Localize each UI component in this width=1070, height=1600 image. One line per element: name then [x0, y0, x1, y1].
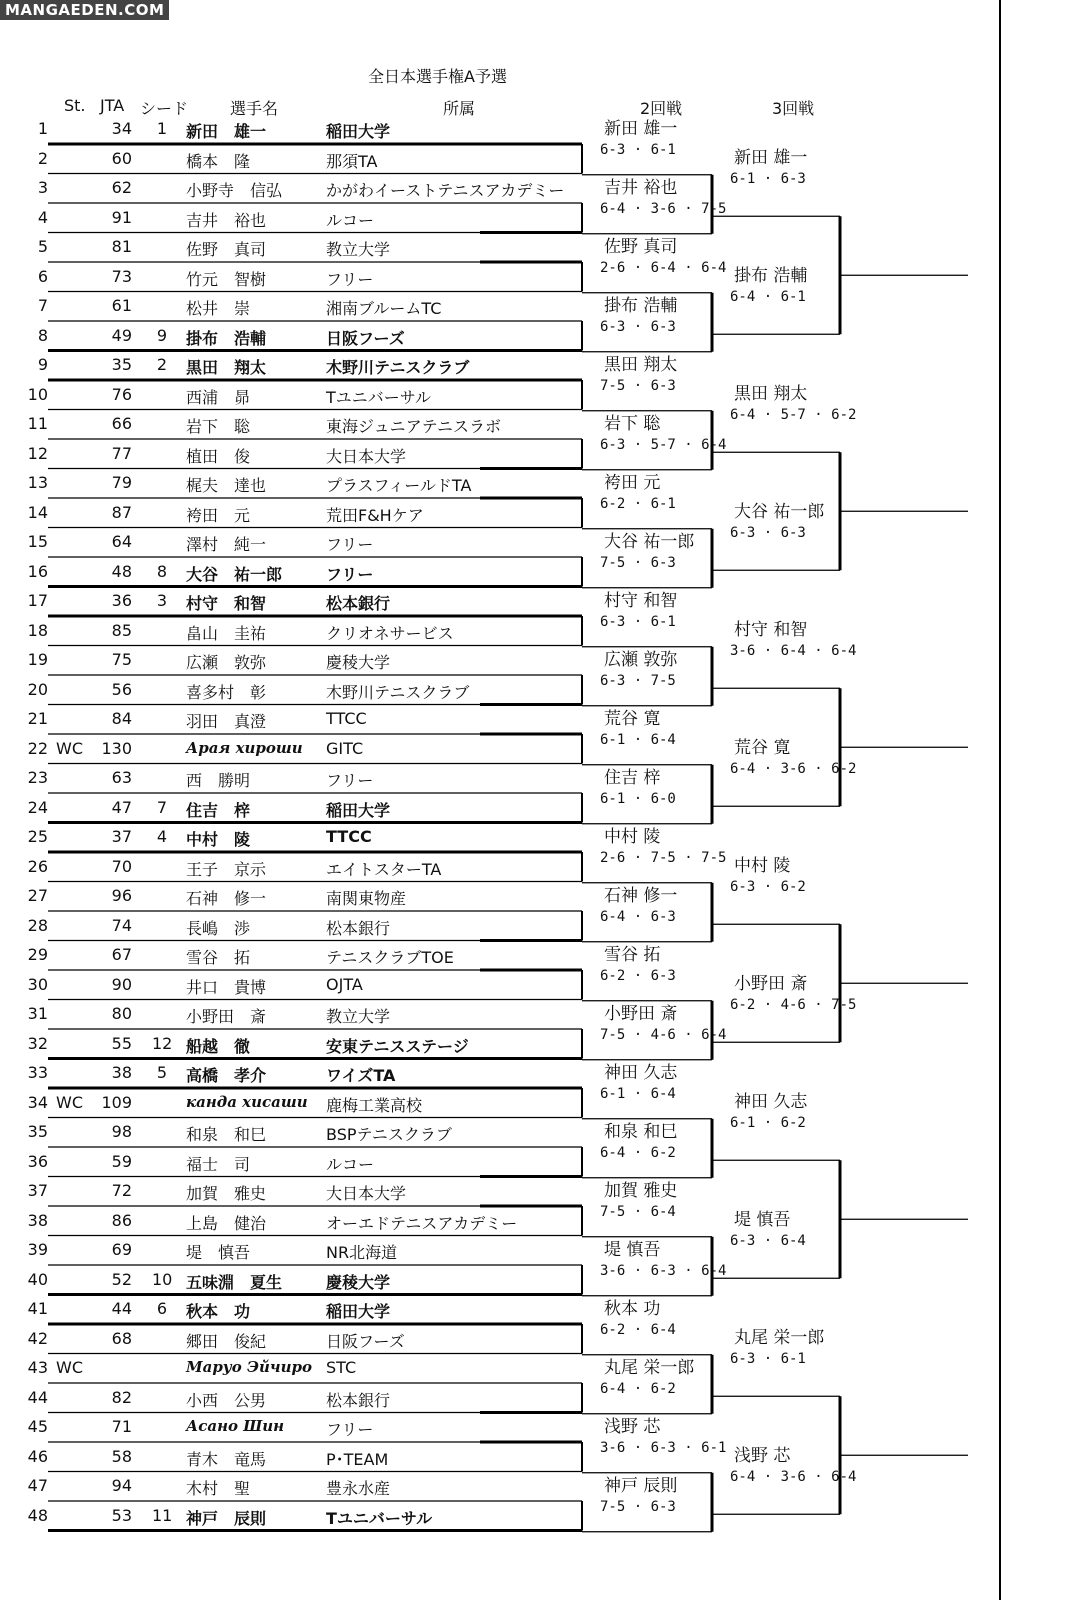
player-number: 24	[27, 797, 48, 817]
round2-winner: 丸尾 栄一郎	[604, 1357, 695, 1378]
jta-ranking: 71	[111, 1417, 132, 1436]
player-name: 王子 京示	[186, 859, 267, 879]
player-name: 五味淵 夏生	[186, 1272, 283, 1292]
jta-ranking: 81	[111, 237, 132, 256]
jta-ranking: 60	[111, 148, 132, 168]
player-name: 羽田 真澄	[186, 712, 267, 731]
player-affiliation: ルコー	[326, 1154, 375, 1174]
jta-ranking: 64	[111, 532, 132, 551]
round2-winner: 神戸 辰則	[604, 1475, 678, 1496]
jta-ranking: 34	[111, 119, 132, 138]
player-affiliation: プラスフィールドTA	[326, 476, 472, 495]
player-name: 木村 聖	[186, 1479, 251, 1498]
jta-ranking: 70	[111, 856, 132, 876]
round2-score: 6-2 · 6-3	[600, 967, 676, 984]
player-name: 小野田 斎	[186, 1007, 267, 1026]
player-name: 青木 竜馬	[186, 1449, 267, 1469]
jta-ranking: 53	[111, 1505, 132, 1525]
player-number: 36	[27, 1151, 48, 1171]
player-number: 25	[27, 827, 48, 846]
player-number: 28	[27, 915, 48, 935]
player-affiliation: ルコー	[326, 210, 375, 230]
player-name: 竹元 智樹	[186, 269, 267, 289]
round2-score: 2-6 · 6-4 · 6-4	[600, 259, 727, 276]
round2-score: 6-3 · 7-5	[600, 672, 676, 689]
round3-score: 6-3 · 6-3	[730, 525, 806, 542]
round3-winner: 掛布 浩輔	[734, 266, 808, 287]
player-name: 堤 慎吾	[186, 1243, 251, 1262]
watermark: MANGAEDEN.COM	[0, 0, 169, 20]
round2-winner: 和泉 和巳	[604, 1121, 678, 1142]
seed-number: 4	[156, 827, 168, 846]
jta-ranking: 87	[111, 502, 132, 522]
player-number: 33	[27, 1063, 48, 1082]
round2-score: 6-3 · 6-1	[600, 613, 676, 630]
player-affiliation: テニスクラブTOE	[326, 948, 454, 967]
player-affiliation: 安東テニスステージ	[326, 1036, 469, 1056]
player-affiliation: かがわイーストテニスアカデミー	[326, 181, 565, 200]
jta-ranking: 62	[111, 178, 132, 197]
round3-winner: 中村 陵	[734, 856, 791, 877]
player-affiliation: 大日本大学	[326, 446, 407, 466]
player-number: 39	[27, 1240, 48, 1259]
round3-score: 6-4 · 5-7 · 6-2	[730, 407, 857, 424]
round2-winner: 秋本 功	[604, 1298, 661, 1319]
player-affiliation: 大日本大学	[326, 1184, 407, 1203]
player-affiliation: NR北海道	[326, 1243, 398, 1262]
round2-winner: 住吉 梓	[604, 767, 661, 788]
player-name: 橋本 隆	[186, 151, 251, 171]
player-affiliation: フリー	[326, 535, 374, 554]
jta-ranking: 59	[111, 1151, 132, 1171]
round3-score: 6-2 · 4-6 · 7-5	[730, 997, 857, 1014]
player-number: 3	[37, 178, 48, 197]
round2-winner: 浅野 芯	[604, 1416, 661, 1437]
round3-winner: 小野田 斎	[734, 974, 808, 995]
player-name: 大谷 祐一郎	[186, 564, 283, 584]
player-affiliation: 慶稜大学	[326, 1272, 391, 1292]
player-name: 袴田 元	[186, 505, 251, 525]
round3-winner: 浅野 芯	[734, 1446, 791, 1467]
header-st: St.	[64, 96, 86, 115]
player-affiliation: 東海ジュニアテニスラボ	[326, 417, 502, 436]
jta-ranking: 55	[111, 1033, 132, 1053]
player-affiliation: OJTA	[326, 974, 363, 994]
player-affiliation: クリオネサービス	[326, 623, 454, 643]
player-number: 35	[27, 1122, 48, 1141]
round2-winner: 広瀬 敦弥	[604, 649, 678, 670]
jta-ranking: 79	[111, 473, 132, 492]
player-affiliation: ワイズTA	[326, 1066, 396, 1085]
round3-score: 6-4 · 6-1	[730, 289, 806, 306]
round2-score: 6-4 · 6-2	[600, 1144, 676, 1161]
round2-score: 6-1 · 6-0	[600, 790, 676, 807]
player-affiliation: エイトスターTA	[326, 859, 442, 879]
round2-score: 6-3 · 5-7 · 6-4	[600, 436, 727, 453]
player-affiliation: フリー	[326, 771, 374, 790]
round3-score: 6-1 · 6-3	[730, 171, 806, 188]
player-affiliation: 南関東物産	[326, 889, 407, 908]
player-number: 48	[27, 1505, 48, 1525]
player-affiliation: 稲田大学	[326, 1302, 391, 1321]
round3-score: 6-3 · 6-2	[730, 879, 806, 896]
round3-winner: 大谷 祐一郎	[734, 502, 825, 523]
player-name: 石神 修一	[186, 889, 267, 908]
jta-ranking: 73	[111, 266, 132, 286]
player-number: 7	[37, 296, 48, 315]
player-affiliation: 荒田F&Hケア	[326, 505, 424, 525]
player-affiliation: 豊永水産	[326, 1479, 391, 1498]
player-affiliation: Tユニバーサル	[326, 1508, 433, 1528]
player-number: 22	[27, 738, 48, 758]
player-name: Маруо Эйчиро	[186, 1358, 312, 1376]
seed-number: 6	[156, 1299, 168, 1318]
jta-ranking: 68	[111, 1328, 132, 1348]
jta-ranking: 130	[101, 738, 132, 758]
round2-score: 3-6 · 6-3 · 6-1	[600, 1439, 727, 1456]
player-affiliation: フリー	[326, 564, 374, 584]
round3-winner: 丸尾 栄一郎	[734, 1328, 825, 1349]
seed-number: 3	[156, 591, 168, 610]
round2-winner: 雪谷 拓	[604, 944, 661, 965]
player-name: 村守 和智	[186, 594, 267, 613]
header-name: 選手名	[230, 99, 279, 118]
player-name: 掛布 浩輔	[186, 328, 267, 348]
player-number: 13	[27, 473, 48, 492]
player-number: 42	[27, 1328, 48, 1348]
player-affiliation: 稲田大学	[326, 800, 391, 820]
jta-ranking: 63	[111, 768, 132, 787]
player-affiliation: 日阪フーズ	[326, 1331, 405, 1351]
round2-score: 6-3 · 6-3	[600, 318, 676, 335]
player-number: 19	[27, 650, 48, 669]
player-name: 広瀬 敦弥	[186, 653, 267, 672]
player-name: Асано Шин	[186, 1417, 285, 1435]
player-number: 38	[27, 1210, 48, 1230]
player-name: 住吉 梓	[186, 800, 251, 820]
round3-winner: 神田 久志	[734, 1092, 808, 1113]
player-name: 梶夫 達也	[186, 476, 267, 495]
player-number: 4	[37, 207, 48, 227]
jta-ranking: 67	[111, 945, 132, 964]
round2-winner: 黒田 翔太	[604, 354, 678, 375]
player-name: 加賀 雅史	[186, 1184, 267, 1203]
jta-ranking: 56	[111, 679, 132, 699]
player-number: 16	[27, 561, 48, 581]
round2-winner: 堤 慎吾	[604, 1239, 661, 1260]
player-number: 44	[27, 1387, 48, 1407]
player-affiliation: 木野川テニスクラブ	[326, 682, 470, 702]
player-number: 1	[37, 119, 48, 138]
player-number: 23	[27, 768, 48, 787]
player-number: 6	[37, 266, 48, 286]
jta-ranking: 98	[111, 1122, 132, 1141]
player-number: 34	[27, 1092, 48, 1112]
player-affiliation: 松本銀行	[326, 594, 391, 613]
player-name: 澤村 純一	[186, 535, 267, 554]
player-name: 岩下 聡	[186, 417, 251, 436]
player-number: 40	[27, 1269, 48, 1289]
header-round2: 2回戦	[640, 99, 683, 118]
player-affiliation: STC	[326, 1358, 357, 1377]
jta-ranking: 94	[111, 1476, 132, 1495]
player-number: 27	[27, 886, 48, 905]
round2-winner: 岩下 聡	[604, 413, 661, 434]
player-number: 31	[27, 1004, 48, 1023]
round2-score: 2-6 · 7-5 · 7-5	[600, 849, 727, 866]
header-jta: JTA	[100, 96, 125, 115]
round3-score: 6-3 · 6-1	[730, 1351, 806, 1368]
round3-score: 6-1 · 6-2	[730, 1115, 806, 1132]
jta-ranking: 91	[111, 207, 132, 227]
player-name: 黒田 翔太	[186, 358, 267, 377]
round3-score: 6-3 · 6-4	[730, 1233, 806, 1250]
player-affiliation: オーエドテニスアカデミー	[326, 1213, 518, 1233]
player-number: 12	[27, 443, 48, 463]
jta-ranking: 82	[111, 1387, 132, 1407]
player-affiliation: TTCC	[326, 827, 372, 846]
player-name: 小西 公男	[186, 1390, 267, 1410]
player-affiliation: 松本銀行	[326, 1390, 391, 1410]
player-number: 21	[27, 709, 48, 728]
round2-score: 7-5 · 6-4	[600, 1203, 676, 1220]
jta-ranking: 49	[111, 325, 132, 345]
player-name: 高橋 孝介	[186, 1066, 267, 1085]
jta-ranking: 61	[111, 296, 132, 315]
round3-score: 6-4 · 3-6 · 6-2	[730, 761, 857, 778]
player-name: 福士 司	[186, 1154, 251, 1174]
player-name: 佐野 真司	[186, 240, 267, 259]
player-number: 45	[27, 1417, 48, 1436]
player-affiliation: 教立大学	[326, 1007, 391, 1026]
jta-ranking: 37	[111, 827, 132, 846]
page-title: 全日本選手権A予選	[368, 67, 507, 86]
jta-ranking: 86	[111, 1210, 132, 1230]
seed-number: 9	[156, 325, 168, 345]
player-number: 5	[37, 237, 48, 256]
seed-number: 11	[152, 1505, 173, 1525]
player-name: 喜多村 彰	[186, 682, 267, 702]
player-affiliation: P･TEAM	[326, 1449, 389, 1469]
round2-winner: 石神 修一	[604, 885, 678, 906]
seed-number: 1	[156, 119, 168, 138]
player-name: 神戸 辰則	[186, 1508, 267, 1528]
seed-number: 10	[152, 1269, 173, 1289]
player-number: 15	[27, 532, 48, 551]
jta-ranking: 77	[111, 443, 132, 463]
jta-ranking: 38	[111, 1063, 132, 1082]
jta-ranking: 80	[111, 1004, 132, 1023]
round2-score: 7-5 · 6-3	[600, 554, 676, 571]
player-name: канда хисаши	[186, 1092, 308, 1111]
round2-winner: 加賀 雅史	[604, 1180, 678, 1201]
jta-ranking: 109	[101, 1092, 132, 1112]
seed-number: 12	[152, 1033, 173, 1053]
round3-winner: 堤 慎吾	[734, 1210, 791, 1231]
round3-winner: 村守 和智	[734, 620, 808, 641]
player-number: 18	[27, 620, 48, 640]
round2-score: 6-1 · 6-4	[600, 731, 676, 748]
player-name: 松井 崇	[186, 299, 251, 318]
player-name: 新田 雄一	[186, 122, 267, 141]
player-name: 上島 健治	[186, 1213, 267, 1233]
player-number: 17	[27, 591, 48, 610]
player-affiliation: フリー	[326, 1420, 374, 1439]
jta-ranking: 58	[111, 1446, 132, 1466]
jta-ranking: 85	[111, 620, 132, 640]
seed-number: 5	[156, 1063, 168, 1082]
header-seed: シード	[140, 99, 189, 118]
player-name: 船越 徹	[186, 1036, 251, 1056]
player-number: 10	[27, 384, 48, 404]
player-affiliation: 慶稜大学	[326, 653, 391, 672]
round2-score: 7-5 · 4-6 · 6-4	[600, 1026, 727, 1043]
round2-winner: 新田 雄一	[604, 118, 678, 139]
jta-ranking: 48	[111, 561, 132, 581]
jta-ranking: 96	[111, 886, 132, 905]
round2-score: 3-6 · 6-3 · 6-4	[600, 1262, 727, 1279]
seed-number: 8	[156, 561, 168, 581]
round3-winner: 黒田 翔太	[734, 384, 808, 405]
round2-winner: 袴田 元	[604, 472, 661, 493]
seed-number: 2	[156, 355, 168, 374]
player-name: 西 勝明	[186, 771, 251, 790]
round2-winner: 掛布 浩輔	[604, 295, 678, 316]
jta-ranking: 74	[111, 915, 132, 935]
round2-score: 6-1 · 6-4	[600, 1085, 676, 1102]
player-number: 8	[37, 325, 48, 345]
player-affiliation: GITC	[326, 738, 364, 758]
round2-winner: 村守 和智	[604, 590, 678, 611]
round2-winner: 吉井 裕也	[604, 177, 678, 198]
player-name: 井口 貴博	[186, 977, 267, 997]
header-round3: 3回戦	[772, 99, 815, 118]
round2-score: 6-4 · 6-3	[600, 908, 676, 925]
jta-ranking: 35	[111, 355, 132, 374]
player-number: 32	[27, 1033, 48, 1053]
wildcard-mark: WC	[56, 1358, 83, 1377]
player-number: 9	[37, 355, 48, 374]
player-affiliation: フリー	[326, 269, 374, 289]
player-name: 秋本 功	[186, 1302, 251, 1321]
jta-ranking: 36	[111, 591, 132, 610]
round2-winner: 小野田 斎	[604, 1003, 678, 1024]
player-affiliation: 鹿梅工業高校	[326, 1095, 423, 1115]
wildcard-mark: WC	[56, 1092, 83, 1112]
player-affiliation: Tユニバーサル	[326, 387, 431, 407]
jta-ranking: 52	[111, 1269, 132, 1289]
player-name: 和泉 和巳	[186, 1125, 267, 1144]
player-name: 小野寺 信弘	[186, 181, 283, 200]
player-number: 43	[27, 1358, 48, 1377]
jta-ranking: 44	[111, 1299, 132, 1318]
jta-ranking: 69	[111, 1240, 132, 1259]
round2-winner: 荒谷 寛	[604, 708, 661, 729]
jta-ranking: 84	[111, 709, 132, 728]
player-affiliation: 日阪フーズ	[326, 328, 405, 348]
player-affiliation: BSPテニスクラブ	[326, 1125, 452, 1144]
player-number: 46	[27, 1446, 48, 1466]
player-number: 14	[27, 502, 48, 522]
player-number: 2	[37, 148, 48, 168]
round2-winner: 神田 久志	[604, 1062, 678, 1083]
jta-ranking: 75	[111, 650, 132, 669]
seed-number: 7	[156, 797, 168, 817]
player-name: 雪谷 拓	[186, 948, 251, 967]
round2-score: 6-2 · 6-4	[600, 1321, 676, 1338]
round3-winner: 荒谷 寛	[734, 738, 791, 759]
round3-score: 6-4 · 3-6 · 6-4	[730, 1469, 857, 1486]
player-name: 畠山 圭祐	[186, 623, 267, 643]
player-number: 29	[27, 945, 48, 964]
player-name: 中村 陵	[186, 830, 251, 849]
player-number: 20	[27, 679, 48, 699]
player-affiliation: TTCC	[326, 709, 367, 728]
round3-score: 3-6 · 6-4 · 6-4	[730, 643, 857, 660]
player-number: 30	[27, 974, 48, 994]
jta-ranking: 47	[111, 797, 132, 817]
player-name: 吉井 裕也	[186, 210, 267, 230]
round3-winner: 新田 雄一	[734, 148, 808, 169]
player-name: 長嶋 渉	[186, 918, 251, 938]
player-name: 郷田 俊紀	[186, 1331, 267, 1351]
round2-score: 6-3 · 6-1	[600, 141, 676, 158]
player-number: 26	[27, 856, 48, 876]
player-name: 植田 俊	[186, 446, 251, 466]
player-number: 47	[27, 1476, 48, 1495]
round2-winner: 中村 陵	[604, 826, 661, 847]
jta-ranking: 66	[111, 414, 132, 433]
round2-score: 7-5 · 6-3	[600, 1498, 676, 1515]
player-name: 西浦 昴	[186, 387, 251, 407]
header-org: 所属	[443, 99, 476, 118]
player-number: 11	[27, 414, 48, 433]
player-number: 41	[27, 1299, 48, 1318]
jta-ranking: 72	[111, 1181, 132, 1200]
player-affiliation: 木野川テニスクラブ	[326, 358, 470, 377]
player-affiliation: 那須TA	[326, 151, 378, 171]
round2-winner: 大谷 祐一郎	[604, 531, 695, 552]
wildcard-mark: WC	[56, 738, 83, 758]
round2-score: 6-4 · 6-2	[600, 1380, 676, 1397]
player-affiliation: 湘南ブルームTC	[326, 299, 442, 318]
player-affiliation: 教立大学	[326, 240, 391, 259]
round2-winner: 佐野 真司	[604, 236, 678, 257]
round2-score: 7-5 · 6-3	[600, 377, 676, 394]
player-affiliation: 松本銀行	[326, 918, 391, 938]
player-affiliation: 稲田大学	[326, 122, 391, 141]
round2-score: 6-4 · 3-6 · 7-5	[600, 200, 727, 217]
player-name: Арая хироши	[186, 738, 303, 757]
jta-ranking: 90	[111, 974, 132, 994]
jta-ranking: 76	[111, 384, 132, 404]
player-number: 37	[27, 1181, 48, 1200]
round2-score: 6-2 · 6-1	[600, 495, 676, 512]
